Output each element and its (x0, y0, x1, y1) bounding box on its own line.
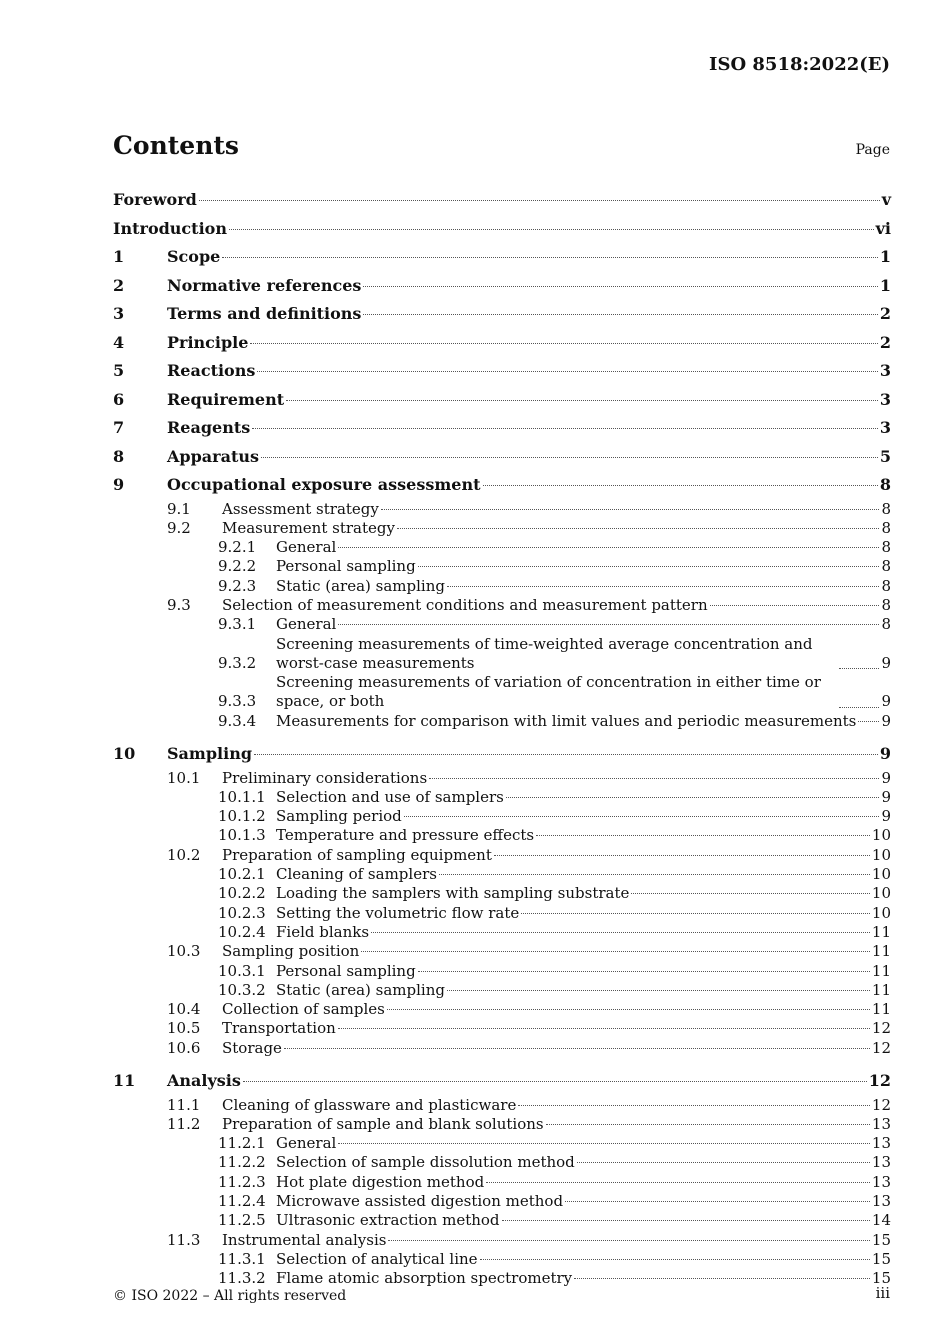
dot-leader (388, 1240, 869, 1241)
toc-entry-title: Terms and definitions (167, 304, 362, 323)
toc-entry-page: 8 (881, 499, 891, 518)
toc-entry-page: v (881, 190, 891, 209)
toc-entry-page: 8 (881, 615, 891, 634)
toc-entry-number: 10.3 (167, 942, 201, 961)
toc-entry-number: 9.3.2 (218, 653, 257, 672)
toc-entry-page: 8 (881, 518, 891, 537)
toc-entry[interactable] (113, 904, 891, 923)
dot-leader (363, 286, 877, 287)
toc-entry[interactable] (113, 712, 891, 731)
toc-entry-page: 11 (871, 961, 891, 980)
dot-leader (447, 586, 879, 587)
toc-entry-page: 13 (871, 1134, 891, 1153)
dot-leader (338, 1028, 870, 1029)
toc-entry[interactable] (113, 1096, 891, 1115)
dot-leader (418, 971, 870, 972)
toc-entry-title: Loading the samplers with sampling substrate (276, 884, 630, 903)
toc-entry-title: Apparatus (167, 446, 259, 466)
toc-entry[interactable] (113, 243, 891, 272)
toc-entry-page: 8 (881, 557, 891, 576)
toc-entry-number: 2 (113, 275, 125, 295)
dot-leader (502, 1220, 870, 1221)
toc-entry-number: 11.1 (167, 1095, 201, 1114)
dot-leader (252, 428, 878, 429)
toc-entry[interactable] (113, 215, 891, 244)
toc-entry-page: 10 (871, 826, 891, 845)
toc-entry-page: 11 (871, 1000, 891, 1019)
toc-entry-title: Occupational exposure assessment (167, 475, 481, 494)
toc-entry-page: 9 (881, 653, 891, 672)
dot-leader (371, 932, 870, 933)
toc-entry[interactable] (113, 635, 891, 674)
dot-leader (381, 509, 880, 510)
toc-entry-number: 11.2.2 (218, 1153, 266, 1172)
toc-entry-page: 9 (879, 744, 891, 764)
dot-leader (546, 1124, 870, 1125)
toc-entry-page: 9 (881, 692, 891, 711)
toc-entry[interactable] (113, 1153, 891, 1172)
dot-leader (243, 1081, 867, 1082)
toc-entry-number: 8 (113, 446, 125, 466)
dot-leader (250, 343, 877, 344)
dot-leader (858, 721, 879, 722)
toc-entry-page: 14 (871, 1211, 891, 1230)
dot-leader (429, 778, 879, 779)
toc-entry-page: 9 (881, 768, 891, 787)
toc-entry-number: 9.3 (167, 595, 191, 614)
toc-entry[interactable] (113, 386, 891, 415)
toc-entry-number: 9 (113, 475, 125, 494)
dot-leader (397, 528, 879, 529)
toc-entry[interactable] (113, 740, 891, 769)
toc-entry-number: 9.2 (167, 518, 191, 537)
dot-leader (518, 1105, 870, 1106)
toc-entry-number: 9.3.4 (218, 711, 257, 730)
dot-leader (577, 1162, 870, 1163)
toc-entry[interactable] (113, 962, 891, 981)
toc-entry[interactable] (113, 981, 891, 1000)
toc-entry-title: Requirement (167, 389, 285, 409)
toc-entry-title: Field blanks (276, 922, 370, 941)
toc-entry[interactable] (113, 923, 891, 942)
toc-entry-page: 9 (881, 711, 891, 730)
toc-entry[interactable] (113, 673, 891, 712)
dot-leader (199, 200, 880, 201)
toc-entry-page: 3 (879, 389, 891, 409)
toc-entry-title: Storage (222, 1038, 282, 1057)
toc-entry-title: Personal sampling (276, 557, 416, 576)
toc-entry-number: 6 (113, 389, 125, 409)
toc-entry-page: 13 (871, 1172, 891, 1191)
toc-entry-page: 11 (871, 922, 891, 941)
dot-leader (418, 566, 880, 567)
toc-entry-page: 1 (879, 275, 891, 295)
toc-entry-number: 11.3.2 (218, 1269, 266, 1288)
toc-entry[interactable] (113, 471, 891, 500)
dot-leader (506, 797, 880, 798)
toc-entry-page: vi (875, 218, 891, 238)
table-of-contents (113, 186, 891, 1288)
toc-entry[interactable] (113, 414, 891, 443)
dot-leader (710, 605, 880, 606)
toc-entry-number: 11.3.1 (218, 1249, 266, 1268)
toc-entry-page: 9 (881, 807, 891, 826)
toc-entry[interactable] (113, 557, 891, 576)
toc-entry-page: 8 (879, 475, 891, 494)
toc-entry-page: 13 (871, 1114, 891, 1133)
toc-entry[interactable] (113, 807, 891, 826)
toc-entry-number: 1 (113, 247, 125, 266)
dot-leader (536, 835, 870, 836)
toc-entry-title: Preliminary considerations (222, 768, 428, 787)
toc-entry[interactable] (113, 826, 891, 845)
toc-entry[interactable] (113, 846, 891, 865)
dot-leader (338, 547, 879, 548)
toc-entry-title: Selection of analytical line (276, 1249, 478, 1268)
toc-entry-number: 9.3.3 (218, 692, 257, 711)
toc-entry-number: 9.2.2 (218, 557, 257, 576)
page-title: Contents (113, 131, 240, 160)
toc-entry[interactable] (113, 500, 891, 519)
toc-entry-page: 15 (871, 1230, 891, 1249)
toc-entry-title: Ultrasonic extraction method (276, 1211, 500, 1230)
toc-entry-number: 10.2.2 (218, 884, 266, 903)
toc-entry[interactable] (113, 577, 891, 596)
toc-entry[interactable] (113, 596, 891, 615)
dot-leader (404, 816, 880, 817)
dot-leader (486, 1182, 870, 1183)
toc-entry-title: Assessment strategy (222, 499, 379, 518)
toc-entry-number: 9.1 (167, 499, 191, 518)
toc-entry-number: 11.2.1 (218, 1134, 266, 1153)
toc-entry-number: 10.1.1 (218, 787, 266, 806)
toc-entry-number: 10.2.3 (218, 903, 266, 922)
toc-entry-page: 3 (879, 361, 891, 380)
toc-entry[interactable] (113, 1000, 891, 1019)
toc-entry[interactable] (113, 1173, 891, 1192)
toc-entry-page: 11 (871, 942, 891, 961)
toc-entry[interactable] (113, 1039, 891, 1058)
toc-entry-page: 1 (879, 247, 891, 266)
toc-entry-title: Preparation of sampling equipment (222, 845, 492, 864)
dot-leader (284, 1048, 870, 1049)
toc-entry-title: Measurement strategy (222, 518, 395, 537)
toc-entry-page: 3 (879, 418, 891, 437)
toc-entry-title: Flame atomic absorption spectrometry (276, 1269, 573, 1288)
toc-entry-number: 10.5 (167, 1019, 201, 1038)
toc-entry-number: 10.1.3 (218, 826, 266, 845)
toc-entry-title: Analysis (167, 1071, 241, 1091)
toc-entry[interactable] (113, 865, 891, 884)
toc-entry-number: 10.1.2 (218, 807, 266, 826)
toc-entry[interactable] (113, 538, 891, 557)
toc-entry[interactable] (113, 1211, 891, 1230)
toc-entry-page: 13 (871, 1153, 891, 1172)
toc-entry-title: Introduction (113, 218, 227, 238)
toc-entry-page: 10 (871, 845, 891, 864)
toc-entry-number: 10.2.1 (218, 865, 266, 884)
toc-entry-number: 10.3.1 (218, 961, 266, 980)
toc-entry-number: 10.4 (167, 1000, 201, 1019)
toc-entry-number: 11.3 (167, 1230, 201, 1249)
toc-entry-number: 5 (113, 361, 125, 380)
toc-entry[interactable] (113, 329, 891, 358)
dot-leader (361, 951, 870, 952)
toc-entry-number: 11.2.4 (218, 1192, 266, 1210)
toc-entry-title: Foreword (113, 190, 197, 209)
dot-leader (254, 754, 878, 755)
toc-entry[interactable] (113, 769, 891, 788)
toc-entry-page: 12 (868, 1071, 891, 1091)
toc-entry-page: 2 (879, 304, 891, 323)
dot-leader (565, 1201, 870, 1202)
dot-leader (447, 990, 870, 991)
toc-entry-title: Cleaning of samplers (276, 865, 437, 884)
toc-entry[interactable] (113, 1134, 891, 1153)
toc-entry[interactable] (113, 300, 891, 329)
toc-entry-title: Screening measurements of variation of concentration in either time or space, or both (276, 673, 821, 711)
dot-leader (439, 874, 870, 875)
toc-entry-number: 11.2.3 (218, 1172, 266, 1191)
toc-entry-number: 10 (113, 744, 136, 764)
toc-entry[interactable] (113, 186, 891, 215)
toc-entry-number: 11 (113, 1071, 136, 1091)
toc-entry-number: 7 (113, 418, 125, 437)
toc-entry-title: Temperature and pressure effects (276, 826, 535, 845)
dot-leader (387, 1009, 870, 1010)
toc-entry[interactable] (113, 1250, 891, 1269)
toc-entry-title: Screening measurements of time-weighted average concentration and worst-case measurements (276, 634, 813, 672)
toc-entry-title: Static (area) sampling (276, 576, 445, 595)
toc-entry-number: 10.2 (167, 845, 201, 864)
toc-entry-title: General (276, 1134, 337, 1153)
dot-leader (286, 400, 878, 401)
copyright-notice: © ISO 2022 – All rights reserved (113, 1288, 347, 1304)
toc-entry-number: 10.2.4 (218, 922, 266, 941)
toc-entry[interactable] (113, 519, 891, 538)
toc-entry[interactable] (113, 272, 891, 301)
dot-leader (521, 913, 870, 914)
toc-entry[interactable] (113, 1231, 891, 1250)
toc-entry-title: Reagents (167, 418, 251, 437)
toc-entry[interactable] (113, 1019, 891, 1038)
toc-entry-title: Personal sampling (276, 961, 416, 980)
toc-entry-number: 10.3.2 (218, 980, 266, 999)
toc-entry-page: 10 (871, 884, 891, 903)
dot-leader (631, 893, 870, 894)
toc-entry-number: 11.2.5 (218, 1211, 266, 1230)
toc-entry-title: Reactions (167, 361, 256, 380)
dot-leader (338, 624, 879, 625)
toc-entry-page: 15 (871, 1249, 891, 1268)
toc-entry-title: Selection and use of samplers (276, 787, 504, 806)
dot-leader (480, 1259, 870, 1260)
toc-entry[interactable] (113, 1192, 891, 1211)
toc-entry-title: Transportation (222, 1019, 336, 1038)
toc-entry-title: Instrumental analysis (222, 1230, 387, 1249)
toc-entry[interactable] (113, 443, 891, 472)
toc-entry-title: Sampling position (222, 942, 360, 961)
toc-entry[interactable] (113, 1269, 891, 1288)
toc-entry-title: Hot plate digestion method (276, 1172, 485, 1191)
dot-leader (839, 707, 879, 708)
toc-entry-page: 12 (871, 1038, 891, 1057)
toc-entry-number: 10.1 (167, 768, 201, 787)
toc-entry-page: 11 (871, 980, 891, 999)
toc-entry-title: General (276, 615, 337, 634)
toc-entry-page: 12 (871, 1019, 891, 1038)
toc-entry-title: Selection of measurement conditions and measurement pattern (222, 595, 708, 614)
toc-entry-page: 12 (871, 1095, 891, 1114)
toc-entry-title: Scope (167, 247, 221, 266)
toc-entry-title: Collection of samples (222, 1000, 385, 1019)
toc-entry-page: 5 (879, 446, 891, 466)
dot-leader (839, 668, 879, 669)
toc-entry[interactable] (113, 1115, 891, 1134)
toc-entry-title: Setting the volumetric flow rate (276, 903, 520, 922)
dot-leader (338, 1143, 870, 1144)
document-id: ISO 8518:2022(E) (709, 54, 890, 75)
toc-entry-title: General (276, 538, 337, 557)
toc-entry-title: Sampling (167, 744, 253, 764)
dot-leader (494, 855, 870, 856)
toc-entry-page: 10 (871, 865, 891, 884)
dot-leader (261, 457, 878, 458)
toc-entry[interactable] (113, 942, 891, 961)
toc-entry-page: 8 (881, 595, 891, 614)
toc-entry-page: 13 (871, 1192, 891, 1210)
toc-entry-title: Cleaning of glassware and plasticware (222, 1095, 517, 1114)
page-column-label: Page (855, 142, 890, 158)
toc-entry-title: Measurements for comparison with limit values and periodic measurements (276, 711, 857, 730)
toc-entry-title: Static (area) sampling (276, 980, 445, 999)
toc-entry-page: 9 (881, 787, 891, 806)
dot-leader (483, 485, 878, 486)
toc-entry-page: 10 (871, 903, 891, 922)
toc-entry-page: 15 (871, 1269, 891, 1288)
toc-entry-number: 11.2 (167, 1114, 201, 1133)
toc-entry[interactable] (113, 615, 891, 634)
dot-leader (574, 1278, 870, 1279)
toc-entry-title: Selection of sample dissolution method (276, 1153, 575, 1172)
toc-entry-number: 4 (113, 332, 125, 352)
dot-leader (257, 371, 877, 372)
toc-entry-title: Principle (167, 332, 249, 352)
toc-entry-page: 8 (881, 576, 891, 595)
toc-entry[interactable] (113, 884, 891, 903)
toc-entry-number: 3 (113, 304, 125, 323)
toc-entry-number: 9.2.3 (218, 576, 257, 595)
toc-entry-number: 10.6 (167, 1038, 201, 1057)
toc-entry-title: Sampling period (276, 807, 402, 826)
toc-entry-page: 2 (879, 332, 891, 352)
dot-leader (222, 257, 878, 258)
toc-entry-title: Normative references (167, 275, 362, 295)
dot-leader (229, 229, 874, 230)
toc-entry[interactable] (113, 788, 891, 807)
toc-entry-title: Microwave assisted digestion method (276, 1192, 564, 1210)
toc-entry-number: 9.2.1 (218, 538, 257, 557)
toc-entry-number: 9.3.1 (218, 615, 257, 634)
toc-entry-title: Preparation of sample and blank solutions (222, 1114, 544, 1133)
toc-entry-page: 8 (881, 538, 891, 557)
toc-entry[interactable] (113, 1067, 891, 1096)
page-number: iii (875, 1284, 890, 1302)
toc-entry[interactable] (113, 357, 891, 386)
dot-leader (363, 314, 877, 315)
